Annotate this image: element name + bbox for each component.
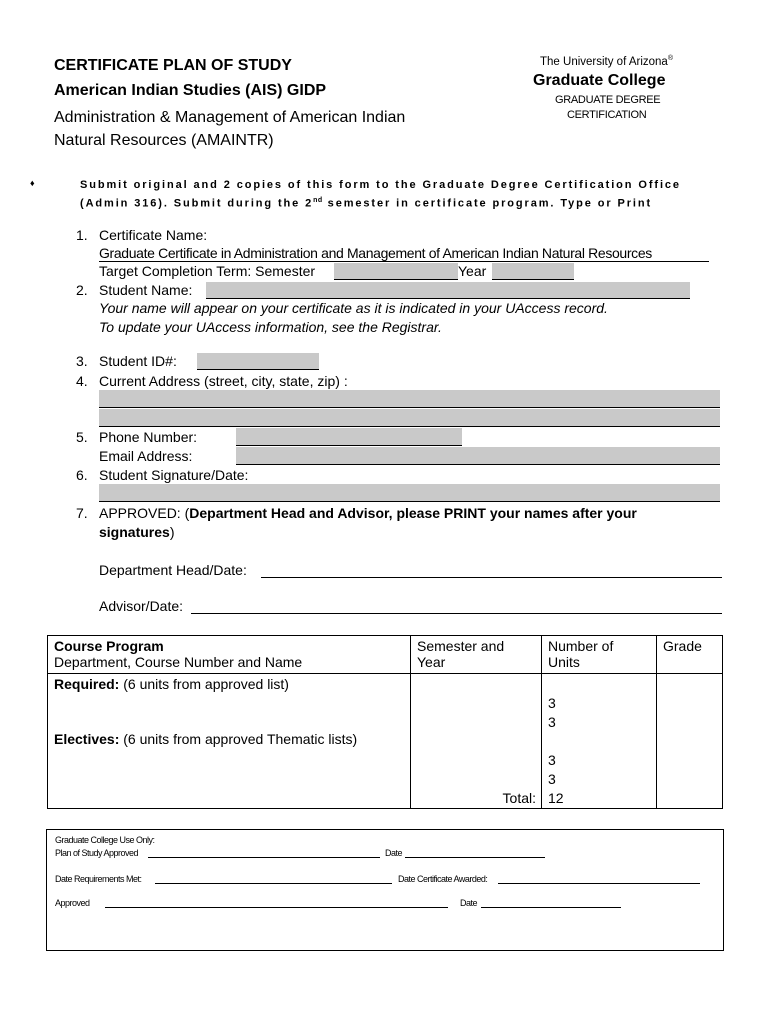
item-number: 2. (76, 282, 88, 298)
graduate-college: Graduate College (533, 72, 666, 89)
date-requirements-label: Date Requirements Met: (55, 874, 142, 884)
address-field-line2[interactable] (99, 409, 720, 427)
form-title: CERTIFICATE PLAN OF STUDY (54, 57, 292, 74)
approved-label: Approved (55, 898, 90, 908)
plan-approved-label: Plan of Study Approved (55, 848, 139, 858)
units-header: Number of Units (542, 636, 657, 674)
email-field[interactable] (236, 447, 720, 465)
grade-header: Grade (657, 636, 723, 674)
dept-head-line[interactable] (261, 562, 722, 578)
date-label-2: Date (460, 898, 478, 908)
address-field-line1[interactable] (99, 390, 720, 408)
certificate-name-value: Graduate Certificate in Administration and Management of American Indian Natural Resources (99, 245, 709, 262)
item-number: 4. (76, 373, 88, 389)
student-id-field[interactable] (197, 353, 319, 370)
date-requirements-line[interactable] (155, 873, 392, 884)
item-number: 7. (76, 505, 88, 521)
item-number: 5. (76, 429, 88, 445)
advisor-line[interactable] (191, 598, 722, 614)
dept-line2: CERTIFICATION (567, 109, 647, 121)
course-program-cell[interactable]: Required: (6 units from approved list) Electives: (6 units from approved Thematic lists) (48, 674, 411, 809)
certificate-name-label: Certificate Name: (99, 227, 208, 243)
item-number: 6. (76, 467, 88, 483)
program-name: American Indian Studies (AIS) GIDP (54, 82, 327, 99)
total-label: Total: (502, 790, 536, 806)
date-label: Date (385, 848, 403, 858)
student-name-field[interactable] (206, 282, 690, 299)
approved-text: APPROVED: (Department Head and Advisor, please PRINT your names after your (99, 505, 637, 521)
approved-line[interactable] (105, 897, 448, 908)
grade-cell[interactable] (657, 674, 723, 809)
semester-field[interactable] (334, 263, 458, 280)
plan-approved-line[interactable] (148, 847, 380, 858)
certificate-subtitle-line1: Administration & Management of American Indian (54, 109, 406, 126)
total-value: 12 (548, 790, 564, 806)
name-note: Your name will appear on your certificate as it is indicated in your UAccess record. (99, 300, 608, 316)
course-table (47, 635, 723, 809)
instructions-text: Submit original and 2 copies of this form to the Graduate Degree Certification Office (Admin 316). Submit during the 2nd semester in certificate program. Type or Print (80, 179, 681, 210)
approved-text-cont: signatures) (99, 524, 175, 540)
gc-use-heading: Graduate College Use Only: (55, 835, 155, 845)
certificate-subtitle-line2: Natural Resources (AMAINTR) (54, 132, 274, 149)
phone-label: Phone Number: (99, 429, 198, 445)
semester-cell[interactable] (411, 674, 542, 809)
units-cell: 3 3 3 3 12 (542, 674, 657, 809)
signature-field[interactable] (99, 484, 720, 502)
email-label: Email Address: (99, 448, 193, 464)
semester-header: Semester and Year (411, 636, 542, 674)
address-label: Current Address (street, city, state, zip) : (99, 373, 348, 389)
date-line-2[interactable] (481, 897, 621, 908)
student-id-label: Student ID#: (99, 353, 177, 369)
dept-head-label: Department Head/Date: (99, 562, 247, 578)
course-program-header: Course Program Department, Course Number and Name (48, 636, 411, 674)
registered-mark: ® (667, 55, 674, 62)
year-label: Year (458, 263, 487, 279)
item-number: 1. (76, 227, 88, 243)
signature-label: Student Signature/Date: (99, 467, 249, 483)
year-field[interactable] (492, 263, 574, 280)
phone-field[interactable] (236, 428, 462, 446)
item-number: 3. (76, 353, 88, 369)
dept-line1: GRADUATE DEGREE (555, 94, 661, 106)
date-cert-awarded-line[interactable] (498, 873, 700, 884)
university-name: The University of Arizona® (540, 55, 674, 68)
bullet-icon: ♦ (30, 178, 35, 188)
target-term-label: Target Completion Term: Semester (99, 263, 316, 279)
student-name-label: Student Name: (99, 282, 193, 298)
date-line[interactable] (405, 847, 545, 858)
date-cert-awarded-label: Date Certificate Awarded: (398, 874, 488, 884)
advisor-label: Advisor/Date: (99, 598, 184, 614)
registrar-note: To update your UAccess information, see the Registrar. (99, 319, 442, 335)
